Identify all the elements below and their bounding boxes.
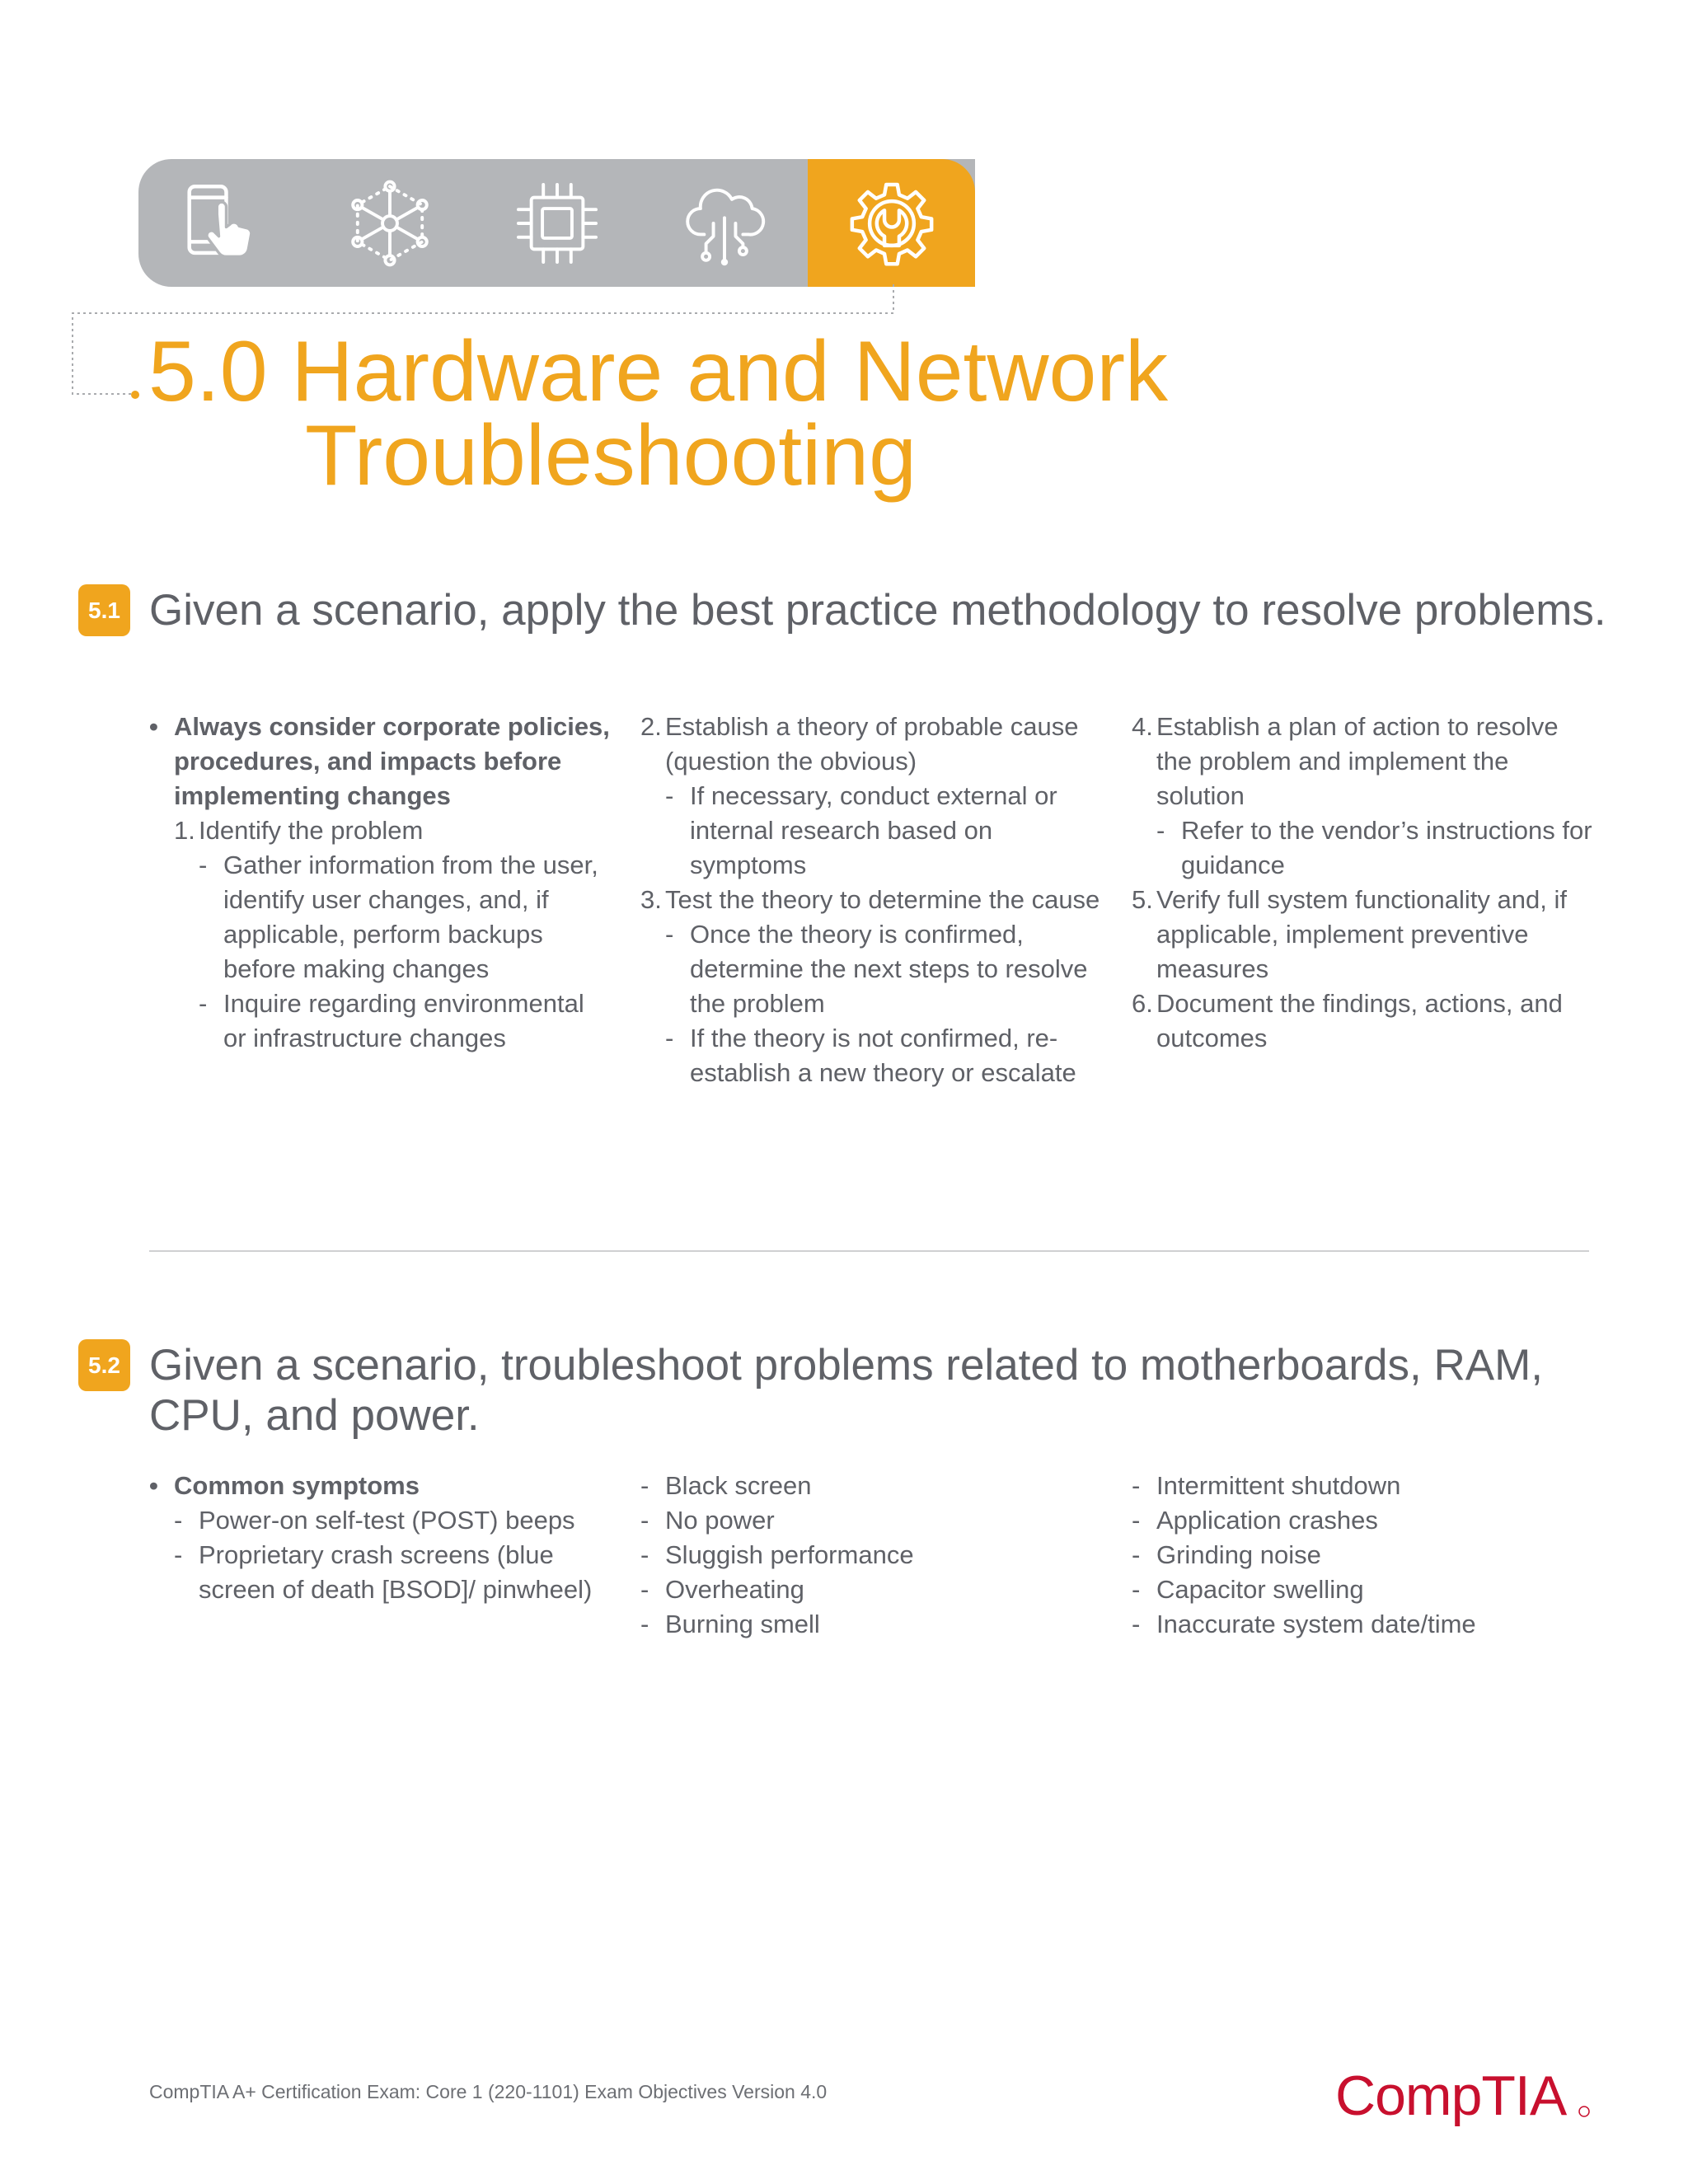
tab-hardware[interactable] bbox=[473, 159, 640, 287]
step-number: 3. bbox=[640, 885, 662, 914]
step-text: Test the theory to determine the cause bbox=[665, 885, 1100, 914]
bullet-common-symptoms: • Common symptoms bbox=[149, 1469, 611, 1503]
step-text: Verify full system functionality and, if applicable, implement preventive measures bbox=[1156, 885, 1567, 983]
step-2 bbox=[640, 710, 1102, 779]
step-1-sub-1: - Gather information from the user, identify user changes, and, if applicable, perform backups before making changes bbox=[199, 848, 611, 987]
symptom-item: - Sluggish performance bbox=[640, 1538, 1102, 1572]
step-number: 2. bbox=[640, 712, 662, 741]
section-heading-5-1: Given a scenario, apply the best practice methodology to resolve problems. bbox=[149, 586, 1606, 635]
step-3 bbox=[640, 883, 1102, 917]
step-text: Establish a theory of probable cause (question the obvious) bbox=[665, 712, 1079, 776]
symptom-item: - Black screen bbox=[640, 1469, 1102, 1503]
step-4-sub-1: - Refer to the vendor’s instructions for guidance bbox=[1156, 813, 1593, 883]
symptom-item: - No power bbox=[640, 1503, 1102, 1538]
symptom-item: - Intermittent shutdown bbox=[1132, 1469, 1593, 1503]
bullet-corporate-policies: • Always consider corporate policies, procedures, and impacts before implementing changes bbox=[149, 710, 611, 813]
step-1-sub-2: - Inquire regarding environmental or infrastructure changes bbox=[199, 987, 611, 1056]
tab-networking[interactable] bbox=[306, 159, 473, 287]
step-number: 4. bbox=[1132, 712, 1153, 741]
connector-dot bbox=[131, 391, 139, 399]
logo-text: CompTIA bbox=[1335, 2064, 1567, 2127]
section-5-1-column-1 bbox=[149, 710, 611, 1056]
step-5 bbox=[1132, 883, 1593, 987]
symptom-item: - Inaccurate system date/time bbox=[1132, 1607, 1593, 1642]
symptom-item: - Burning smell bbox=[640, 1607, 1102, 1642]
footer-text: CompTIA A+ Certification Exam: Core 1 (220-1101) Exam Objectives Version 4.0 bbox=[149, 2081, 828, 2102]
touch-phone-icon bbox=[176, 177, 269, 269]
gear-wrench-icon bbox=[846, 177, 938, 269]
symptom-item: - Overheating bbox=[640, 1572, 1102, 1607]
symptom-item: - Proprietary crash screens (blue screen of death [BSOD]/ pinwheel) bbox=[174, 1538, 611, 1607]
tab-virtualization-cloud[interactable] bbox=[640, 159, 808, 287]
step-6 bbox=[1132, 987, 1593, 1056]
network-nodes-icon bbox=[344, 177, 436, 269]
step-number: 5. bbox=[1132, 885, 1153, 914]
symptom-item: - Capacitor swelling bbox=[1132, 1572, 1593, 1607]
cpu-chip-icon bbox=[511, 177, 603, 269]
section-5-1-column-2 bbox=[640, 710, 1102, 1090]
symptom-item: - Application crashes bbox=[1132, 1503, 1593, 1538]
section-5-2-column-1 bbox=[149, 1469, 611, 1607]
step-text: Identify the problem bbox=[199, 816, 424, 845]
section-badge-5-2: 5.2 bbox=[78, 1339, 130, 1391]
section-5-2-column-2 bbox=[640, 1469, 1102, 1642]
tab-mobile-devices[interactable] bbox=[138, 159, 306, 287]
step-text: Establish a plan of action to resolve the problem and implement the solution bbox=[1156, 712, 1559, 810]
title-line-2: Troubleshooting bbox=[305, 408, 917, 504]
section-5-2-column-3 bbox=[1132, 1469, 1593, 1642]
title-line-1: 5.0 Hardware and Network bbox=[148, 324, 1169, 419]
symptom-item: - Grinding noise bbox=[1132, 1538, 1593, 1572]
step-4 bbox=[1132, 710, 1593, 813]
step-3-sub-2: - If the theory is not confirmed, re-establish a new theory or escalate bbox=[665, 1021, 1102, 1090]
section-heading-5-2: Given a scenario, troubleshoot problems related to motherboards, RAM, CPU, and power. bbox=[149, 1341, 1543, 1440]
step-3-sub-1: - Once the theory is confirmed, determine the next steps to resolve the problem bbox=[665, 917, 1102, 1021]
symptom-item: - Power-on self-test (POST) beeps bbox=[174, 1503, 611, 1538]
step-1 bbox=[174, 813, 611, 848]
section-5-1-column-3 bbox=[1132, 710, 1593, 1056]
tab-troubleshooting[interactable] bbox=[808, 159, 975, 287]
step-number: 6. bbox=[1132, 989, 1153, 1018]
step-2-sub-1: - If necessary, conduct external or internal research based on symptoms bbox=[665, 779, 1102, 883]
comptia-logo bbox=[1335, 2064, 1591, 2130]
domain-icon-bar bbox=[138, 159, 975, 287]
step-text: Document the findings, actions, and outcomes bbox=[1156, 989, 1563, 1052]
cloud-icon bbox=[678, 177, 771, 269]
step-number: 1. bbox=[174, 816, 195, 845]
page-title bbox=[148, 324, 1169, 504]
section-badge-5-1: 5.1 bbox=[78, 584, 130, 636]
section-divider bbox=[149, 1250, 1589, 1252]
